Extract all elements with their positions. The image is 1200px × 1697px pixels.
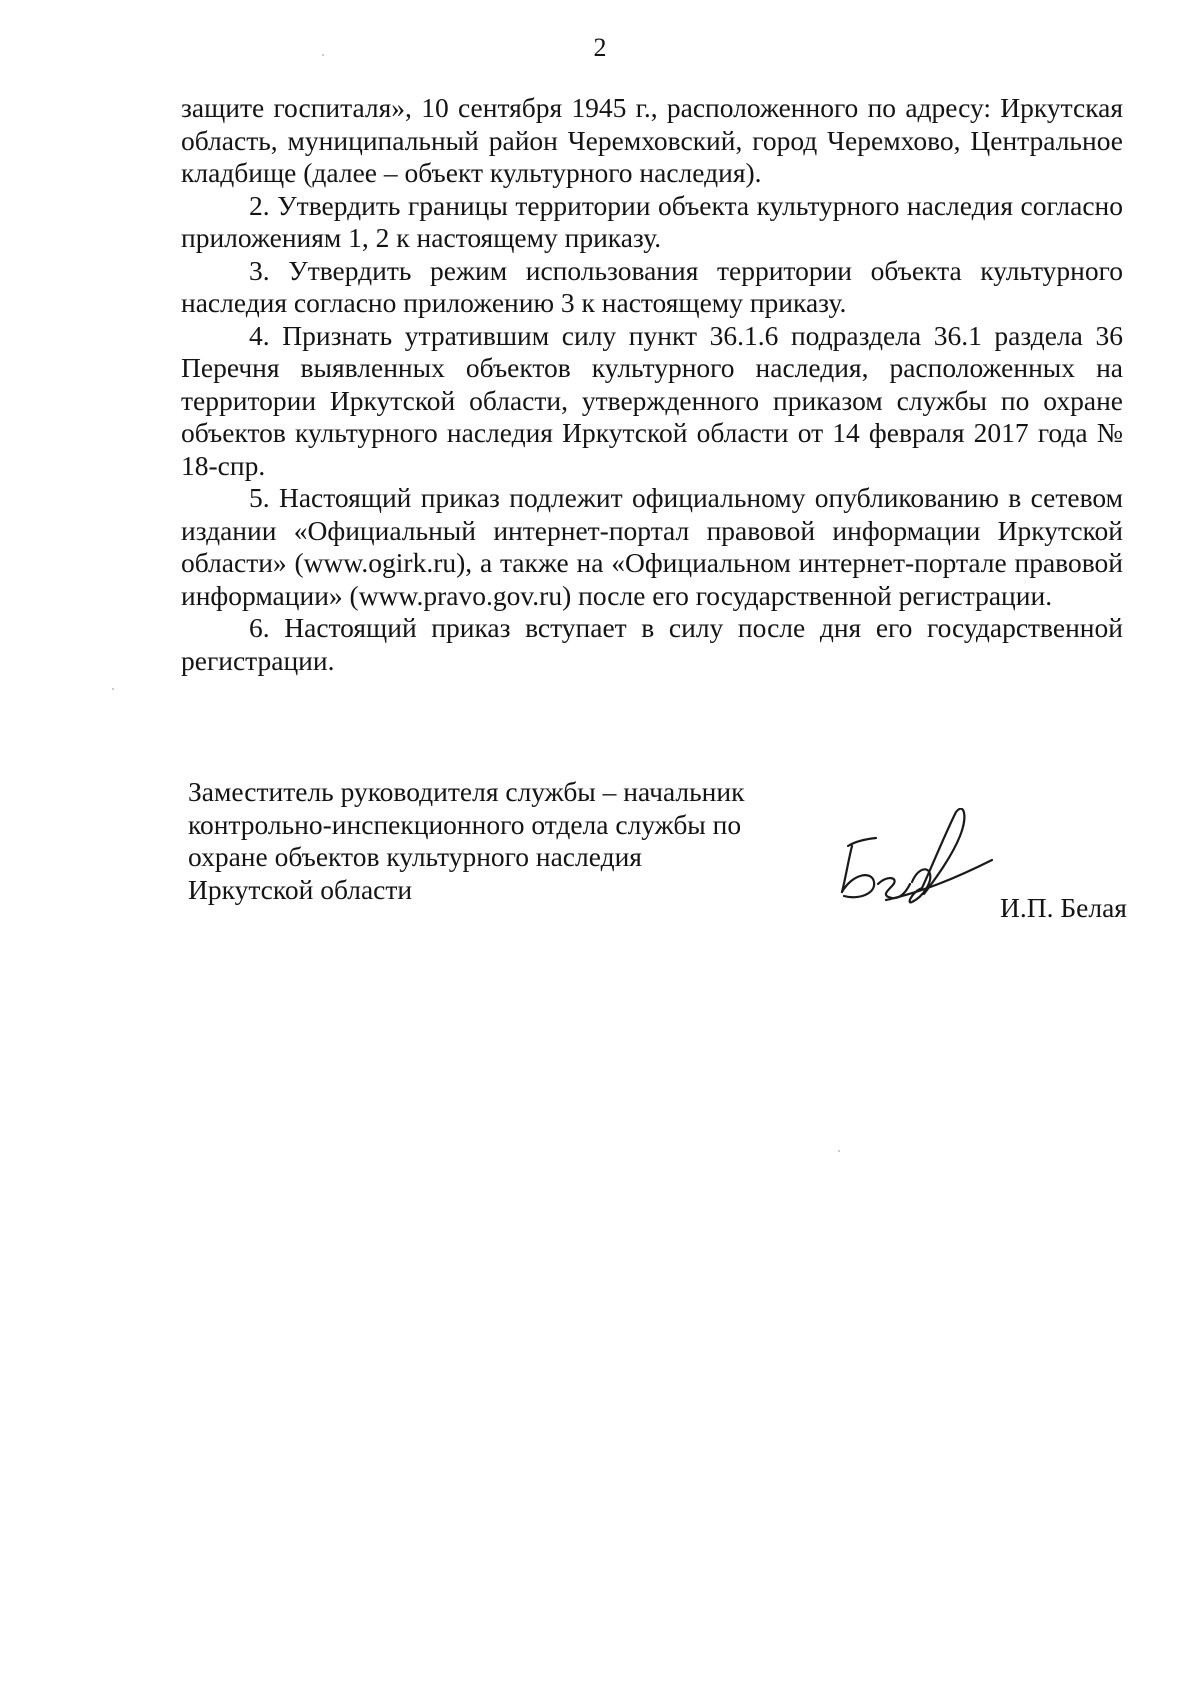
signatory-title-line: Иркутской области bbox=[188, 873, 413, 905]
signatory-title-line: контрольно-инспекционного отдела службы по bbox=[188, 808, 742, 840]
scan-speck bbox=[322, 54, 324, 56]
signatory-title-line: Заместитель руководителя службы – начальник bbox=[188, 776, 745, 807]
paragraph-item-3: 3. Утвердить режим использования территории объекта культурного наследия согласно приложению 3 к настоящему приказу. bbox=[181, 254, 1123, 318]
paragraph-item-6: 6. Настоящий приказ вступает в силу после дня его государственной регистрации. bbox=[181, 612, 1123, 676]
paragraph-continuation: защите госпиталя», 10 сентября 1945 г., расположенного по адресу: Иркутская область, муниципальный район Черемховский, город Черемхово, Центральное кладбище (далее – объект культурного наследия). bbox=[181, 92, 1123, 188]
paragraph-item-4: 4. Признать утратившим силу пункт 36.1.6 подраздела 36.1 раздела 36 Перечня выявленных объектов культурного наследия, расположенных на территории Иркутской области, утвержденного приказом службы по охране объектов культурного наследия Иркутской области от 14 февраля 2017 года № 18-спр. bbox=[181, 319, 1123, 481]
order-body bbox=[181, 92, 1123, 677]
paragraph-item-5: 5. Настоящий приказ подлежит официальному опубликованию в сетевом издании «Официальный интернет-портал правовой информации Иркутской области» (www.ogirk.ru), а также на «Официальном интернет-портале правовой информации» (www.pravo.gov.ru) после его государственной регистрации. bbox=[181, 482, 1123, 611]
signatory-name: И.П. Белая bbox=[1000, 892, 1127, 923]
signatory-title-line: охране объектов культурного наследия bbox=[188, 841, 642, 872]
scan-speck bbox=[838, 1150, 840, 1152]
handwritten-signature bbox=[826, 808, 996, 920]
page-number: 2 bbox=[593, 33, 607, 62]
paragraph-item-2: 2. Утвердить границы территории объекта культурного наследия согласно приложениям 1, 2 к настоящему приказу. bbox=[181, 189, 1123, 253]
scan-speck bbox=[112, 688, 114, 690]
signatory-title bbox=[188, 776, 808, 906]
